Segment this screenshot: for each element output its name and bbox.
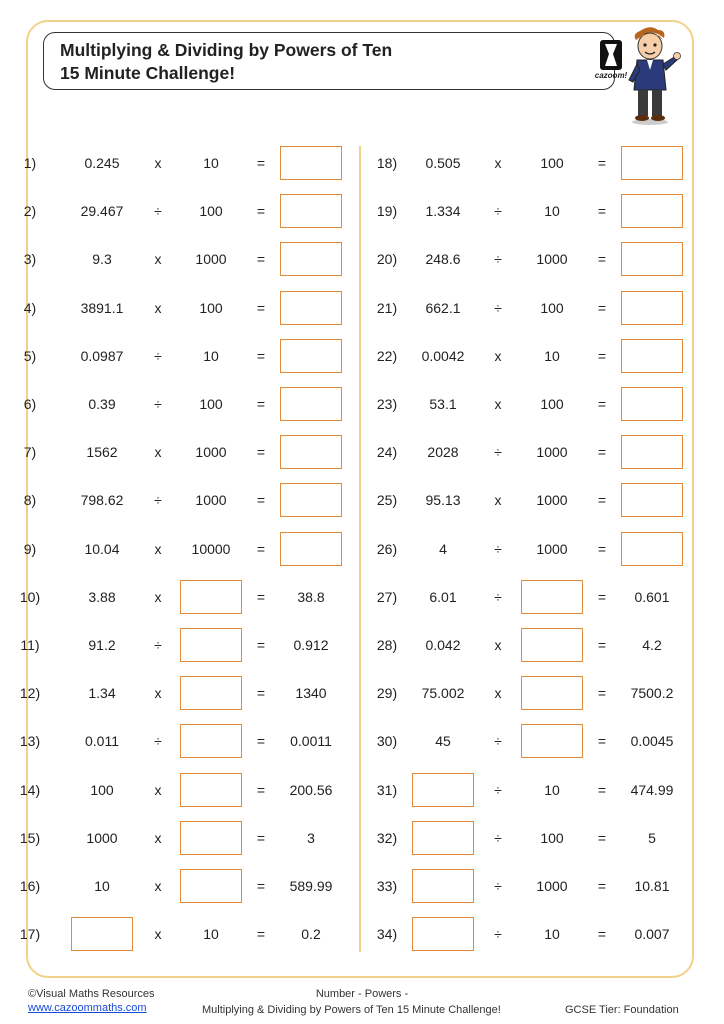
answer-box[interactable] — [280, 146, 342, 180]
second-number: 1000 — [536, 540, 568, 557]
first-number: 0.39 — [88, 396, 116, 412]
footer-topic-line2: Multiplying & Dividing by Powers of Ten 15 Minute Challenge! — [202, 1004, 501, 1016]
equals-symbol: = — [256, 299, 266, 316]
second-number: 10 — [203, 347, 219, 364]
first-number: 100 — [90, 781, 114, 798]
operator-symbol: ÷ — [494, 588, 502, 605]
question-number: 20) — [376, 251, 398, 268]
answer-box[interactable] — [412, 773, 474, 807]
operator-symbol: x — [494, 637, 502, 653]
question-number: 23) — [376, 396, 398, 412]
first-number: 53.1 — [429, 396, 457, 412]
equals-symbol: = — [256, 492, 266, 509]
first-number: 0.011 — [85, 733, 119, 750]
operator-symbol: ÷ — [494, 926, 502, 943]
operator-symbol: ÷ — [494, 781, 502, 798]
answer-box[interactable] — [280, 291, 342, 325]
footer-tier: GCSE Tier: Foundation — [565, 1004, 679, 1016]
question-number: 29) — [376, 685, 398, 702]
operator-symbol: ÷ — [494, 878, 502, 894]
second-number: 100 — [199, 203, 223, 220]
operator-symbol: ÷ — [494, 540, 502, 557]
result-value: 0.0011 — [290, 733, 332, 750]
question-number: 21) — [376, 299, 398, 316]
page-subtitle: 15 Minute Challenge! — [60, 63, 236, 83]
answer-box[interactable] — [180, 773, 242, 807]
answer-box[interactable] — [280, 435, 342, 469]
second-number: 100 — [540, 829, 564, 846]
operator-symbol: x — [494, 347, 502, 364]
answer-box[interactable] — [180, 724, 242, 758]
question-number: 18) — [376, 155, 398, 171]
answer-box[interactable] — [180, 580, 242, 614]
first-number: 662.1 — [425, 299, 461, 316]
answer-box[interactable] — [521, 724, 583, 758]
second-number: 1000 — [195, 444, 227, 461]
first-number: 95.13 — [425, 492, 461, 509]
answer-box[interactable] — [621, 291, 683, 325]
question-number: 12) — [19, 685, 41, 702]
first-number: 0.042 — [425, 637, 461, 653]
second-number: 1000 — [536, 492, 568, 509]
equals-symbol: = — [256, 251, 266, 268]
first-number: 1562 — [86, 444, 118, 461]
column-divider — [359, 146, 361, 952]
equals-symbol: = — [597, 829, 607, 846]
equals-symbol: = — [256, 203, 266, 220]
answer-box[interactable] — [280, 339, 342, 373]
result-value: 0.912 — [293, 637, 329, 653]
question-number: 25) — [376, 492, 398, 509]
answer-box[interactable] — [412, 917, 474, 951]
result-value: 0.0045 — [630, 733, 674, 750]
equals-symbol: = — [597, 203, 607, 220]
first-number: 1.34 — [88, 685, 116, 702]
result-value: 3 — [307, 829, 315, 846]
second-number: 1000 — [195, 251, 227, 268]
second-number: 10 — [544, 781, 560, 798]
equals-symbol: = — [597, 685, 607, 702]
operator-symbol: x — [154, 829, 162, 846]
result-value: 0.2 — [301, 926, 321, 943]
result-value: 10.81 — [634, 878, 670, 894]
question-number: 9) — [23, 540, 37, 557]
operator-symbol: ÷ — [154, 492, 162, 509]
answer-box[interactable] — [521, 676, 583, 710]
question-number: 26) — [376, 540, 398, 557]
question-number: 7) — [23, 444, 37, 461]
second-number: 1000 — [536, 878, 568, 894]
question-number: 32) — [376, 829, 398, 846]
operator-symbol: x — [494, 396, 502, 412]
result-value: 4.2 — [642, 637, 662, 653]
operator-symbol: x — [154, 444, 162, 461]
first-number: 798.62 — [80, 492, 124, 509]
second-number: 10 — [544, 926, 560, 943]
answer-box[interactable] — [180, 628, 242, 662]
operator-symbol: x — [154, 926, 162, 943]
operator-symbol: ÷ — [154, 733, 162, 750]
operator-symbol: x — [154, 540, 162, 557]
question-number: 17) — [19, 926, 41, 943]
question-number: 4) — [23, 299, 37, 316]
question-number: 8) — [23, 492, 37, 509]
operator-symbol: ÷ — [154, 396, 162, 412]
footer-topic-line1: Number - Powers - — [315, 988, 409, 1000]
answer-box[interactable] — [280, 242, 342, 276]
operator-symbol: x — [154, 878, 162, 894]
first-number: 1.334 — [425, 203, 461, 220]
question-number: 6) — [23, 396, 37, 412]
operator-symbol: ÷ — [154, 203, 162, 220]
equals-symbol: = — [256, 733, 266, 750]
first-number: 91.2 — [88, 637, 116, 653]
first-number: 6.01 — [429, 588, 457, 605]
answer-box[interactable] — [621, 339, 683, 373]
question-number: 14) — [19, 781, 41, 798]
second-number: 10 — [203, 926, 219, 943]
question-number: 27) — [376, 588, 398, 605]
equals-symbol: = — [597, 396, 607, 412]
answer-box[interactable] — [280, 387, 342, 421]
first-number: 0.505 — [425, 155, 461, 171]
first-number: 75.002 — [421, 685, 465, 702]
operator-symbol: ÷ — [494, 733, 502, 750]
operator-symbol: ÷ — [154, 637, 162, 653]
equals-symbol: = — [256, 829, 266, 846]
result-value: 0.007 — [634, 926, 670, 943]
answer-box[interactable] — [280, 532, 342, 566]
equals-symbol: = — [597, 588, 607, 605]
first-number: 1000 — [86, 829, 118, 846]
second-number: 100 — [540, 299, 564, 316]
operator-symbol: ÷ — [494, 251, 502, 268]
question-number: 5) — [23, 347, 37, 364]
question-number: 11) — [20, 637, 40, 653]
result-value: 1340 — [295, 685, 327, 702]
answer-box[interactable] — [412, 821, 474, 855]
page-title: Multiplying & Dividing by Powers of Ten — [60, 40, 393, 60]
answer-box[interactable] — [621, 146, 683, 180]
equals-symbol: = — [597, 733, 607, 750]
operator-symbol: x — [154, 251, 162, 268]
answer-box[interactable] — [521, 580, 583, 614]
operator-symbol: x — [494, 685, 502, 702]
second-number: 10000 — [191, 540, 231, 557]
second-number: 100 — [540, 396, 564, 412]
footer-website-link[interactable]: www.cazoommaths.com — [28, 1002, 147, 1014]
question-number: 22) — [376, 347, 398, 364]
answer-box[interactable] — [621, 242, 683, 276]
first-number: 0.0042 — [421, 347, 465, 364]
second-number: 1000 — [536, 251, 568, 268]
answer-box[interactable] — [412, 869, 474, 903]
answer-box[interactable] — [180, 869, 242, 903]
equals-symbol: = — [597, 299, 607, 316]
equals-symbol: = — [597, 444, 607, 461]
operator-symbol: x — [494, 492, 502, 509]
operator-symbol: ÷ — [494, 444, 502, 461]
equals-symbol: = — [256, 396, 266, 412]
second-number: 10 — [544, 203, 560, 220]
equals-symbol: = — [597, 926, 607, 943]
second-number: 1000 — [195, 492, 227, 509]
answer-box[interactable] — [621, 532, 683, 566]
result-value: 7500.2 — [630, 685, 674, 702]
result-value: 38.8 — [297, 588, 325, 605]
equals-symbol: = — [597, 251, 607, 268]
operator-symbol: x — [494, 155, 502, 171]
equals-symbol: = — [597, 540, 607, 557]
answer-box[interactable] — [280, 483, 342, 517]
equals-symbol: = — [256, 444, 266, 461]
operator-symbol: ÷ — [494, 299, 502, 316]
operator-symbol: ÷ — [154, 347, 162, 364]
first-number: 2028 — [427, 444, 459, 461]
equals-symbol: = — [597, 637, 607, 653]
question-number: 13) — [19, 733, 41, 750]
first-number: 0.0987 — [80, 347, 124, 364]
second-number: 1000 — [536, 444, 568, 461]
question-number: 24) — [376, 444, 398, 461]
answer-box[interactable] — [71, 917, 133, 951]
equals-symbol: = — [597, 155, 607, 171]
equals-symbol: = — [256, 781, 266, 798]
second-number: 100 — [199, 299, 223, 316]
operator-symbol: ÷ — [494, 203, 502, 220]
mascot-boy-icon — [620, 26, 682, 126]
question-number: 30) — [376, 733, 398, 750]
equals-symbol: = — [256, 685, 266, 702]
equals-symbol: = — [597, 781, 607, 798]
equals-symbol: = — [597, 492, 607, 509]
equals-symbol: = — [597, 878, 607, 894]
result-value: 0.601 — [634, 588, 670, 605]
operator-symbol: x — [154, 299, 162, 316]
question-number: 19) — [376, 203, 398, 220]
first-number: 29.467 — [80, 203, 124, 220]
equals-symbol: = — [256, 926, 266, 943]
answer-box[interactable] — [521, 628, 583, 662]
answer-box[interactable] — [280, 194, 342, 228]
question-number: 3) — [23, 251, 37, 268]
first-number: 10.04 — [84, 540, 120, 557]
answer-box[interactable] — [180, 676, 242, 710]
first-number: 45 — [435, 733, 451, 750]
question-number: 10) — [19, 588, 41, 605]
equals-symbol: = — [256, 588, 266, 605]
first-number: 3891.1 — [80, 299, 124, 316]
first-number: 3.88 — [88, 588, 116, 605]
operator-symbol: x — [154, 588, 162, 605]
equals-symbol: = — [256, 878, 266, 894]
question-number: 15) — [19, 829, 41, 846]
equals-symbol: = — [256, 155, 266, 171]
result-value: 474.99 — [630, 781, 674, 798]
second-number: 100 — [199, 396, 223, 412]
second-number: 100 — [540, 155, 564, 171]
question-number: 2) — [23, 203, 37, 220]
question-number: 34) — [376, 926, 398, 943]
question-number: 16) — [19, 878, 41, 894]
first-number: 9.3 — [92, 251, 112, 268]
equals-symbol: = — [597, 347, 607, 364]
answer-box[interactable] — [621, 435, 683, 469]
first-number: 4 — [439, 540, 447, 557]
question-number: 31) — [376, 781, 398, 798]
result-value: 5 — [648, 829, 656, 846]
result-value: 200.56 — [289, 781, 333, 798]
equals-symbol: = — [256, 637, 266, 653]
question-number: 28) — [376, 637, 398, 653]
second-number: 10 — [544, 347, 560, 364]
operator-symbol: x — [154, 155, 162, 171]
logo-text: cazoom! — [594, 71, 628, 80]
first-number: 248.6 — [425, 251, 461, 268]
question-number: 1) — [23, 155, 37, 171]
answer-box[interactable] — [621, 387, 683, 421]
result-value: 589.99 — [289, 878, 333, 894]
second-number: 10 — [203, 155, 219, 171]
first-number: 10 — [94, 878, 110, 894]
equals-symbol: = — [256, 347, 266, 364]
answer-box[interactable] — [180, 821, 242, 855]
equals-symbol: = — [256, 540, 266, 557]
operator-symbol: ÷ — [494, 829, 502, 846]
first-number: 0.245 — [84, 155, 120, 171]
title-box — [43, 32, 628, 90]
operator-symbol: x — [154, 781, 162, 798]
answer-box[interactable] — [621, 194, 683, 228]
question-number: 33) — [376, 878, 398, 894]
footer-copyright: ©Visual Maths Resources — [28, 988, 155, 1000]
operator-symbol: x — [154, 685, 162, 702]
answer-box[interactable] — [621, 483, 683, 517]
